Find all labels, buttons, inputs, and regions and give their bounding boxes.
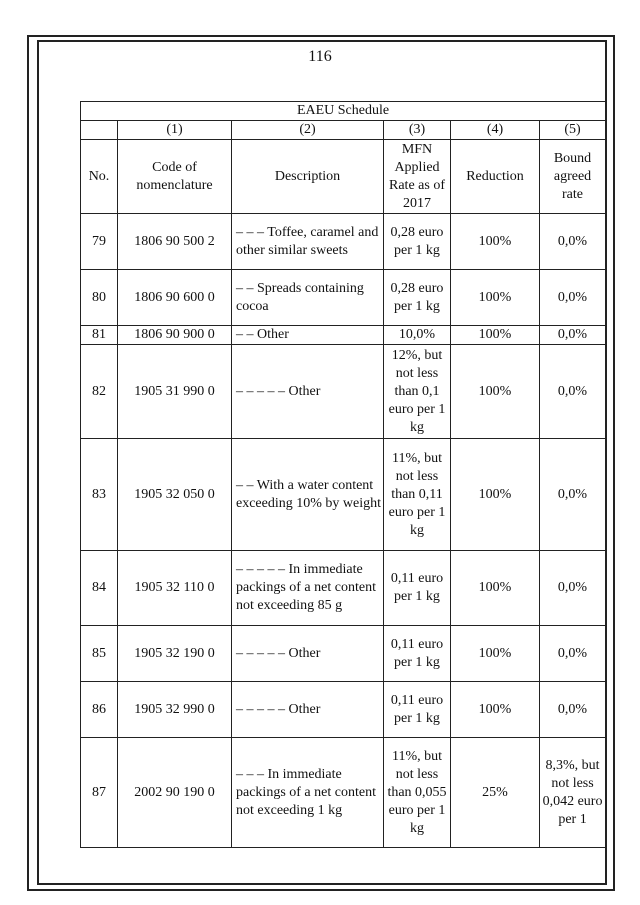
table-row [81, 738, 606, 848]
column-number-5: (5) [540, 121, 606, 140]
row-no: 82 [81, 345, 118, 439]
row-mfn: 10,0% [384, 326, 451, 345]
row-code: 2002 90 190 0 [118, 738, 232, 848]
row-no: 87 [81, 738, 118, 848]
row-mfn: 0,11 euro per 1 kg [384, 626, 451, 682]
row-reduction: 100% [451, 682, 540, 738]
row-reduction: 100% [451, 551, 540, 626]
table-row [81, 439, 606, 551]
row-reduction: 25% [451, 738, 540, 848]
row-bound: 0,0% [540, 214, 606, 270]
table-row [81, 626, 606, 682]
column-number-1: (1) [118, 121, 232, 140]
table-title-row [81, 102, 606, 121]
header-no: No. [81, 140, 118, 214]
row-reduction: 100% [451, 270, 540, 326]
row-code: 1905 32 110 0 [118, 551, 232, 626]
header-code: Code of nomenclature [118, 140, 232, 214]
header-reduction: Reduction [451, 140, 540, 214]
table-row [81, 682, 606, 738]
row-no: 84 [81, 551, 118, 626]
row-no: 86 [81, 682, 118, 738]
table-title: EAEU Schedule [81, 102, 606, 121]
row-bound: 0,0% [540, 345, 606, 439]
table-row [81, 214, 606, 270]
row-code: 1806 90 600 0 [118, 270, 232, 326]
row-reduction: 100% [451, 326, 540, 345]
header-mfn-rate: MFN Applied Rate as of 2017 [384, 140, 451, 214]
column-number-4: (4) [451, 121, 540, 140]
eaeu-schedule-table [80, 101, 606, 848]
row-code: 1806 90 500 2 [118, 214, 232, 270]
column-number-3: (3) [384, 121, 451, 140]
row-code: 1905 32 990 0 [118, 682, 232, 738]
table-row [81, 326, 606, 345]
row-code: 1905 32 050 0 [118, 439, 232, 551]
row-reduction: 100% [451, 345, 540, 439]
row-description: – – – – – Other [232, 682, 384, 738]
row-code: 1905 31 990 0 [118, 345, 232, 439]
row-description: – – With a water content exceeding 10% by weight [232, 439, 384, 551]
row-code: 1905 32 190 0 [118, 626, 232, 682]
row-description: – – – – – Other [232, 626, 384, 682]
row-mfn: 11%, but not less than 0,055 euro per 1 kg [384, 738, 451, 848]
table-row [81, 345, 606, 439]
row-mfn: 11%, but not less than 0,11 euro per 1 kg [384, 439, 451, 551]
row-bound: 0,0% [540, 551, 606, 626]
row-bound: 0,0% [540, 626, 606, 682]
row-mfn: 0,28 euro per 1 kg [384, 214, 451, 270]
column-number-blank [81, 121, 118, 140]
row-description: – – – In immediate packings of a net content not exceeding 1 kg [232, 738, 384, 848]
row-mfn: 0,28 euro per 1 kg [384, 270, 451, 326]
row-description: – – Spreads containing cocoa [232, 270, 384, 326]
column-number-row [81, 121, 606, 140]
row-bound: 0,0% [540, 270, 606, 326]
row-reduction: 100% [451, 626, 540, 682]
row-no: 85 [81, 626, 118, 682]
row-description: – – Other [232, 326, 384, 345]
column-header-row [81, 140, 606, 214]
table-row [81, 270, 606, 326]
row-reduction: 100% [451, 214, 540, 270]
row-description: – – – – – In immediate packings of a net content not exceeding 85 g [232, 551, 384, 626]
row-bound: 0,0% [540, 326, 606, 345]
row-reduction: 100% [451, 439, 540, 551]
row-no: 80 [81, 270, 118, 326]
header-bound-rate: Bound agreed rate [540, 140, 606, 214]
row-mfn: 0,11 euro per 1 kg [384, 551, 451, 626]
row-mfn: 0,11 euro per 1 kg [384, 682, 451, 738]
row-no: 83 [81, 439, 118, 551]
row-code: 1806 90 900 0 [118, 326, 232, 345]
row-bound: 0,0% [540, 682, 606, 738]
header-description: Description [232, 140, 384, 214]
row-mfn: 12%, but not less than 0,1 euro per 1 kg [384, 345, 451, 439]
row-description: – – – – – Other [232, 345, 384, 439]
row-description: – – – Toffee, caramel and other similar sweets [232, 214, 384, 270]
row-no: 81 [81, 326, 118, 345]
row-bound: 0,0% [540, 439, 606, 551]
row-no: 79 [81, 214, 118, 270]
page-number: 116 [308, 48, 332, 65]
table-row [81, 551, 606, 626]
row-bound: 8,3%, but not less 0,042 euro per 1 [540, 738, 606, 848]
column-number-2: (2) [232, 121, 384, 140]
